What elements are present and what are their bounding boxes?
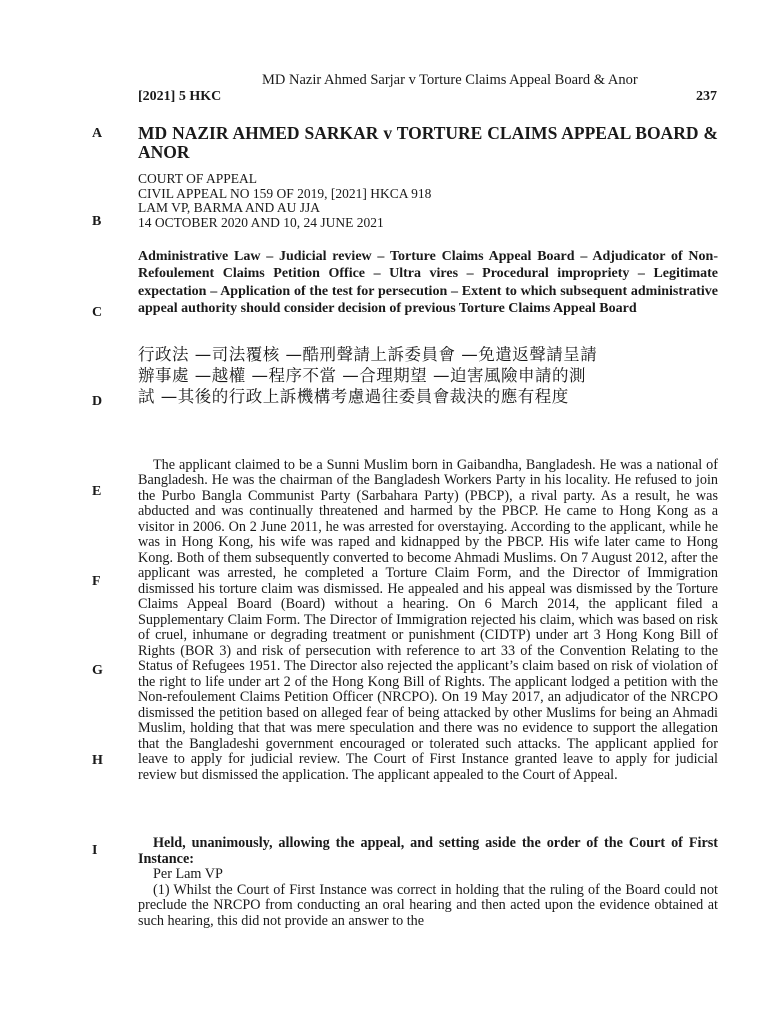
margin-letter-c: C — [92, 305, 103, 320]
margin-letter-d: D — [92, 394, 103, 409]
margin-letter-h: H — [92, 753, 103, 768]
headnote-paragraph: The applicant claimed to be a Sunni Muslim born in Gaibandha, Bangladesh. He was a national of Bangladesh. He was the chairman of the Bangladesh Workers Party in his locality. He refused to join the Purbo Bangla Communist Party (Sarbahara Party) (PBCP), a rival party. As a result, he was abducted and was continually threatened and harmed by the PBCP. He came to Hong Kong as a visitor in 2006. On 2 June 2011, he was arrested for overstaying. According to the applicant, while he was in Hong Kong, his wife was raped and kidnapped by the PBCP. His wife later came to Hong Kong. Both of them subsequently converted to become Ahmadi Muslims. On 7 August 2012, after the applicant was arrested, he completed a Torture Claim Form, and the Director of Immigration dismissed his torture claim was dismissed. He appealed and his appeal was dismissed by the Torture Claims Appeal Board (Board) without a hearing. On 6 March 2014, the applicant filed a Supplementary Claim Form. The Director of Immigration rejected his claim, which was based on risk of cruel, inhumane or degrading treatment or punishment (CIDTP) under art 3 Hong Kong Bill of Rights (BOR 3) and risk of persecution with reference to art 33 of the Convention Relating to the Status of Refugees 1951. The Director also rejected the applicant’s claim based on risk of violation of the right to life under art 2 of the Hong Kong Bill of Rights. The applicant lodged a petition with the Non-refoulement Claims Petition Officer (NRCPO). On 19 May 2017, an adjudicator of the NRCPO dismissed the petition based on alleged fear of being attacked by other Muslims for being an Ahmadi Muslim, holding that that was mere speculation and there was no evidence to support the allegation that the Bangladeshi government encouraged or tolerated such attacks. The applicant applied for leave to apply for judicial review. The Court of First Instance granted leave to apply for judicial review but dismissed the application. The applicant appealed to the Court of Appeal. — [138, 457, 718, 783]
page-number: 237 — [696, 89, 717, 104]
chinese-catchwords-line: 試 —其後的行政上訴機構考慮過往委員會裁決的應有程度 — [138, 387, 569, 406]
margin-letter-b: B — [92, 214, 102, 229]
held-lead: Held, unanimously, allowing the appeal, and setting aside the order of the Court of First Instance: — [138, 835, 718, 867]
catchwords: Administrative Law – Judicial review – Torture Claims Appeal Board – Adjudicator of Non-Refoulement Claims Petition Office – Ultra vires – Procedural impropriety – Legitimate expectation – Application of the test for persecution – Extent to which subsequent administrative appeal authority should consider decision of previous Torture Claims Appeal Board — [138, 249, 718, 316]
chinese-catchwords-line: 辦事處 —越權 —程序不當 —合理期望 —迫害風險申請的測 — [138, 366, 586, 385]
margin-letter-g: G — [92, 663, 103, 678]
hearing-dates: 14 OCTOBER 2020 AND 10, 24 JUNE 2021 — [138, 214, 384, 230]
running-head: MD Nazir Ahmed Sarjar v Torture Claims Appeal Board & Anor — [262, 72, 638, 88]
court-name: COURT OF APPEAL — [138, 171, 257, 186]
chinese-catchwords — [138, 344, 718, 407]
margin-letter-a: A — [92, 126, 103, 141]
margin-letter-f: F — [92, 574, 101, 589]
case-title: MD NAZIR AHMED SARKAR v TORTURE CLAIMS APPEAL BOARD & ANOR — [138, 123, 718, 162]
judges: LAM VP, BARMA AND AU JJA — [138, 200, 321, 215]
held-section — [138, 836, 718, 930]
report-citation: [2021] 5 HKC — [138, 89, 222, 104]
held-per: Per Lam VP — [153, 866, 223, 883]
chinese-catchwords-line: 行政法 —司法覆核 —酷刑聲請上訴委員會 —免遣返聲請呈請 — [138, 345, 598, 364]
margin-letter-e: E — [92, 484, 102, 499]
headnote-facts — [138, 458, 718, 783]
margin-letter-i: I — [92, 843, 98, 858]
case-number: CIVIL APPEAL NO 159 OF 2019, [2021] HKCA 918 — [138, 185, 432, 201]
court-info — [138, 172, 718, 230]
held-point-1: (1) Whilst the Court of First Instance was correct in holding that the ruling of the Board could not preclude the NRCPO from conducting an oral hearing and then acted upon the evidence obtained at such hearing, this did not provide an answer to the — [138, 881, 718, 929]
